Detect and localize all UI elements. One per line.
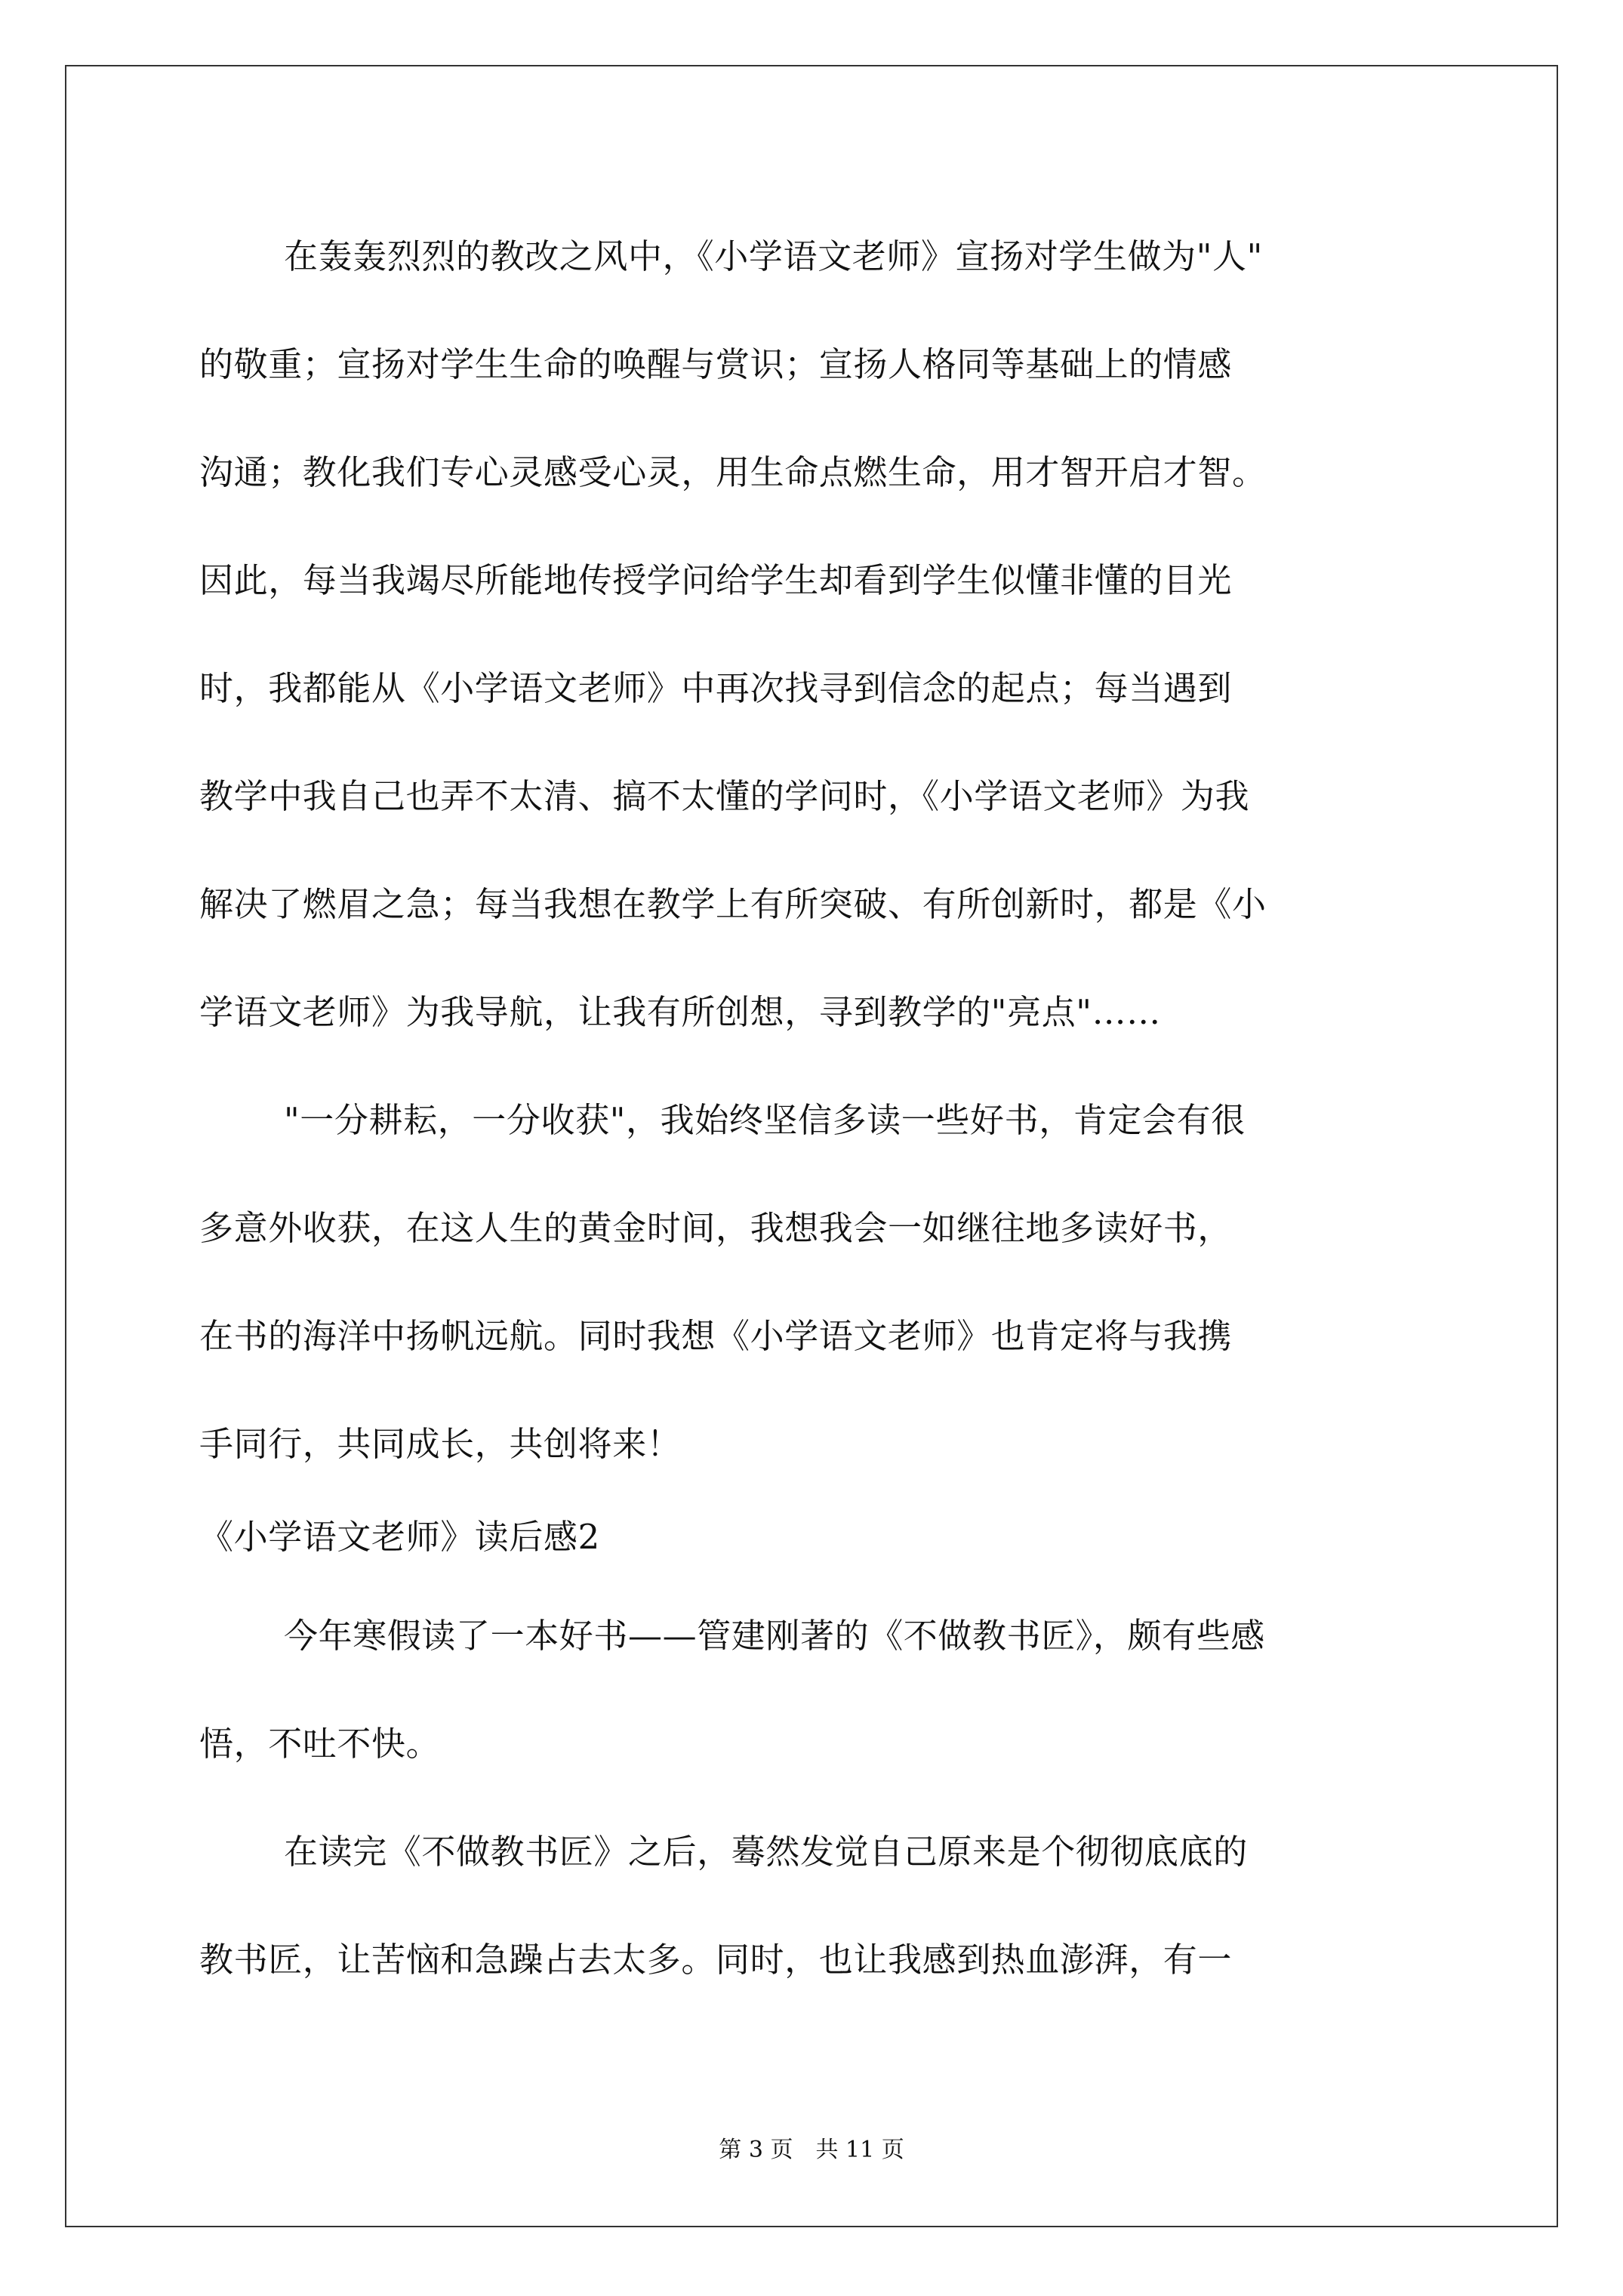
page-number: 第 3 页 共 11 页 xyxy=(719,2137,904,2163)
text-line: 在书的海洋中扬帆远航。同时我想《小学语文老师》也肯定将与我携 xyxy=(199,1316,1233,1356)
text-line: 的敬重；宣扬对学生生命的唤醒与赏识；宣扬人格同等基础上的情感 xyxy=(199,344,1233,384)
text-line: 教书匠，让苦恼和急躁占去太多。同时，也让我感到热血澎湃，有一 xyxy=(199,1940,1233,1980)
section-heading: 《小学语文老师》读后感2 xyxy=(199,1517,600,1557)
text-line: 因此，每当我竭尽所能地传授学问给学生却看到学生似懂非懂的目光 xyxy=(199,560,1233,600)
text-line: "一分耕耘，一分收获"，我始终坚信多读一些好书，肯定会有很 xyxy=(284,1100,1246,1140)
text-line: 悟，不吐不快。 xyxy=(199,1724,441,1764)
text-line: 今年寒假读了一本好书——管建刚著的《不做教书匠》，颇有些感 xyxy=(284,1616,1265,1656)
text-line: 多意外收获，在这人生的黄金时间，我想我会一如继往地多读好书， xyxy=(199,1208,1233,1248)
page-border xyxy=(65,65,1558,2227)
text-line: 手同行，共同成长，共创将来！ xyxy=(199,1424,682,1464)
text-line: 在读完《不做教书匠》之后，蓦然发觉自己原来是个彻彻底底的 xyxy=(284,1832,1248,1872)
text-line: 时，我都能从《小学语文老师》中再次找寻到信念的起点；每当遇到 xyxy=(199,668,1233,708)
text-line: 在轰轰烈烈的教改之风中，《小学语文老师》宣扬对学生做为"人" xyxy=(284,236,1263,276)
text-line: 教学中我自己也弄不太清、搞不太懂的学问时，《小学语文老师》为我 xyxy=(199,776,1250,816)
text-line: 学语文老师》为我导航，让我有所创想，寻到教学的"亮点"…… xyxy=(199,992,1161,1032)
text-line: 解决了燃眉之急；每当我想在教学上有所突破、有所创新时，都是《小 xyxy=(199,884,1267,924)
text-line: 沟通；教化我们专心灵感受心灵，用生命点燃生命，用才智开启才智。 xyxy=(199,452,1267,492)
